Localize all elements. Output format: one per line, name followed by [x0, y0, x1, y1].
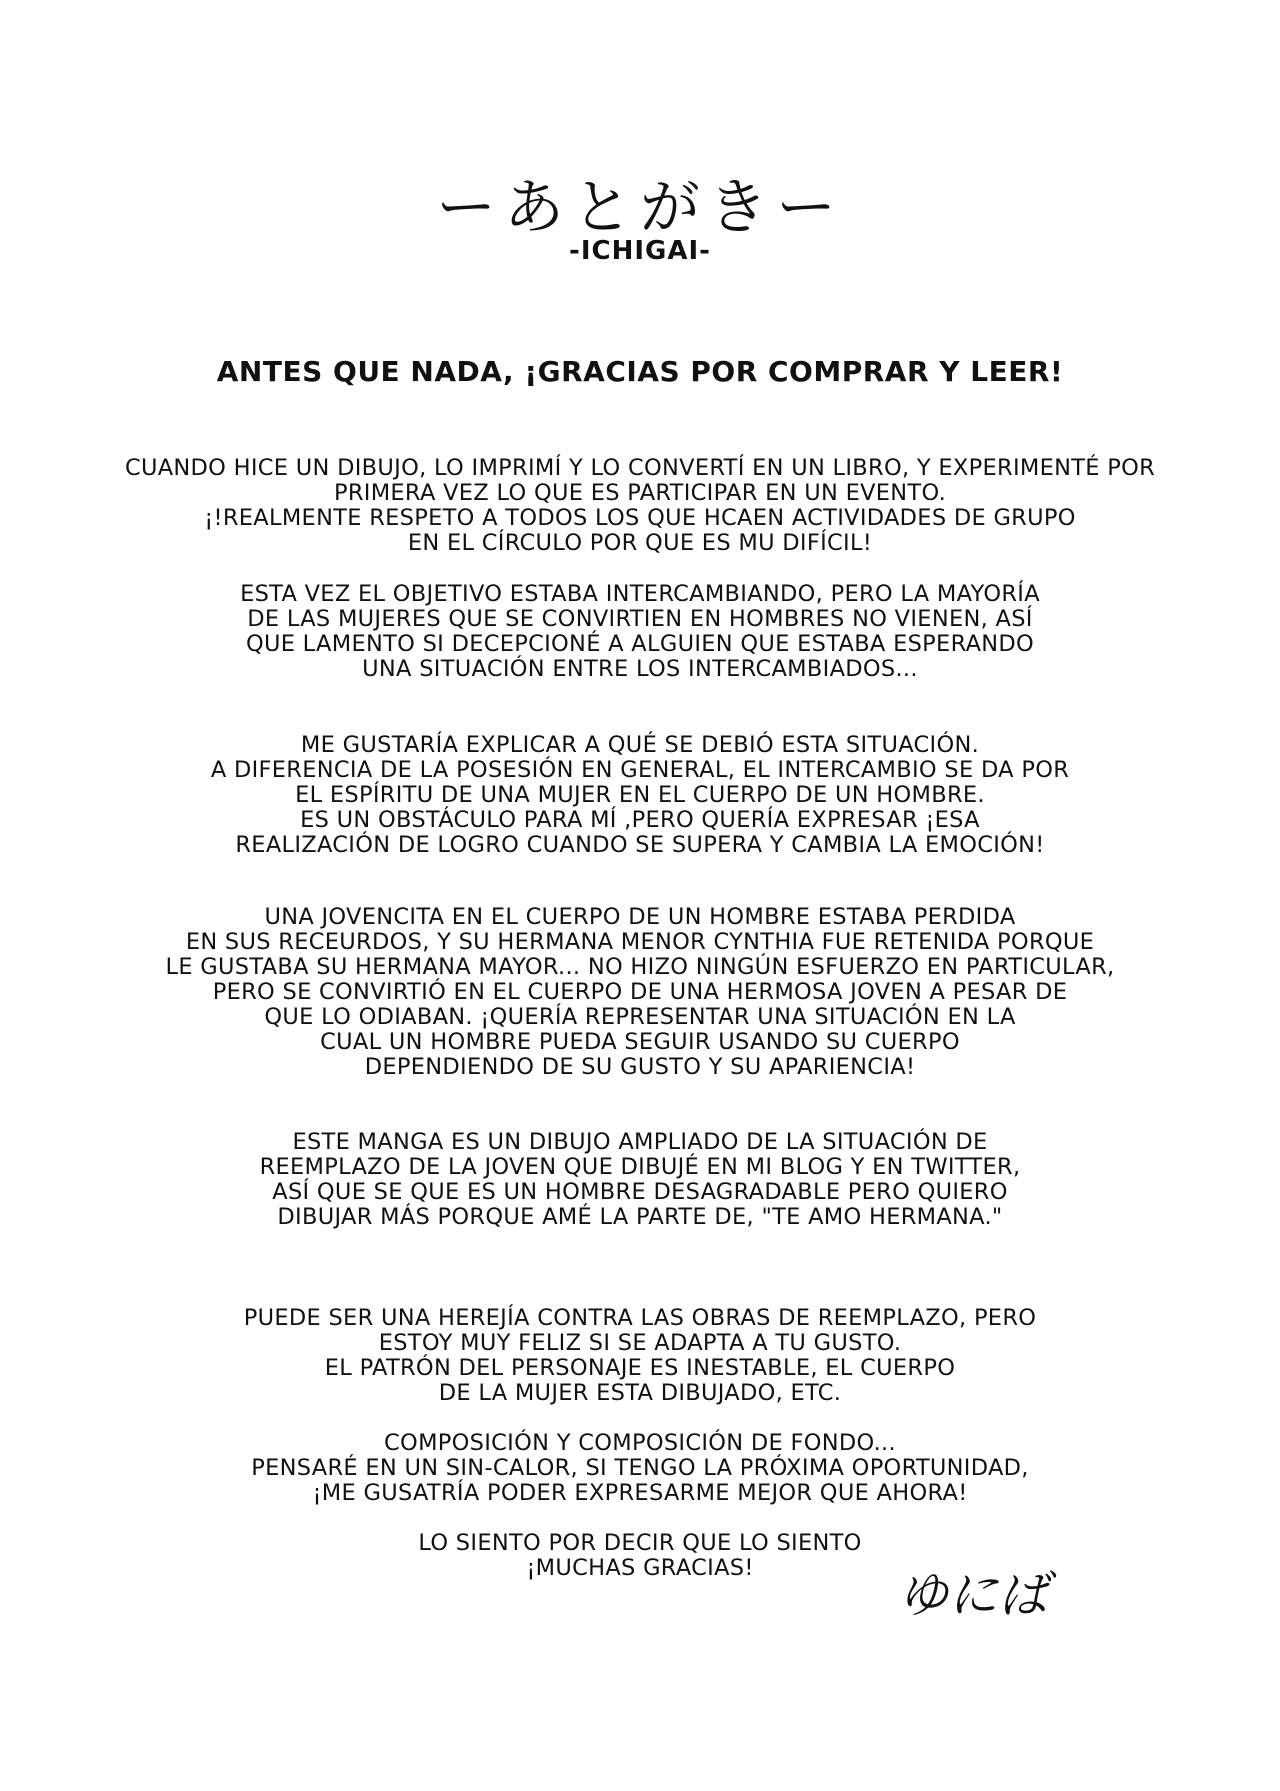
paragraph-line: LO SIENTO POR DECIR QUE LO SIENTO — [418, 1530, 862, 1556]
paragraph-line: EL ESPÍRITU DE UNA MUJER EN EL CUERPO DE UN HOMBRE. — [295, 782, 985, 808]
paragraph-line: PUEDE SER UNA HEREJÍA CONTRA LAS OBRAS DE REEMPLAZO, PERO — [243, 1305, 1037, 1331]
paragraph-line: REALIZACIÓN DE LOGRO CUANDO SE SUPERA Y CAMBIA LA EMOCIÓN! — [235, 832, 1045, 858]
paragraph — [60, 1431, 1220, 1506]
paragraph — [60, 1306, 1220, 1406]
paragraph-line: PERO SE CONVIRTIÓ EN EL CUERPO DE UNA HERMOSA JOVEN A PESAR DE — [212, 979, 1068, 1005]
paragraph-line: A DIFERENCIA DE LA POSESIÓN EN GENERAL, EL INTERCAMBIO SE DA POR — [210, 757, 1070, 783]
paragraph-line: ¡ME GUSATRÍA PODER EXPRESARME MEJOR QUE AHORA! — [312, 1480, 968, 1506]
paragraph-line: ESTOY MUY FELIZ SI SE ADAPTA A TU GUSTO. — [378, 1330, 902, 1356]
paragraph-line: DIBUJAR MÁS PORQUE AMÉ LA PARTE DE, "TE AMO HERMANA." — [277, 1204, 1003, 1230]
paragraph-line: EN EL CÍRCULO POR QUE ES MU DIFÍCIL! — [407, 530, 873, 556]
paragraph-line: LE GUSTABA SU HERMANA MAYOR... NO HIZO NINGÚN ESFUERZO EN PARTICULAR, — [165, 954, 1115, 980]
paragraph — [60, 1130, 1220, 1230]
paragraph-line: ESTE MANGA ES UN DIBUJO AMPLIADO DE LA SITUACIÓN DE — [292, 1129, 988, 1155]
paragraph-line: CUAL UN HOMBRE PUEDA SEGUIR USANDO SU CUERPO — [320, 1029, 960, 1055]
paragraph-line: EL PATRÓN DEL PERSONAJE ES INESTABLE, EL CUERPO — [324, 1355, 956, 1381]
paragraph-line: EN SUS RECEURDOS, Y SU HERMANA MENOR CYNTHIA FUE RETENIDA PORQUE — [185, 929, 1095, 955]
paragraph-line: DEPENDIENDO DE SU GUSTO Y SU APARIENCIA! — [364, 1054, 916, 1080]
paragraph-line: REEMPLAZO DE LA JOVEN QUE DIBUJÉ EN MI BLOG Y EN TWITTER, — [259, 1154, 1021, 1180]
paragraph — [60, 456, 1220, 556]
paragraph-line: ¡MUCHAS GRACIAS! — [526, 1555, 754, 1581]
paragraph-line: UNA SITUACIÓN ENTRE LOS INTERCAMBIADOS... — [362, 656, 918, 682]
author-name: -ICHIGAI- — [569, 236, 711, 266]
paragraph-line: UNA JOVENCITA EN EL CUERPO DE UN HOMBRE ESTABA PERDIDA — [264, 904, 1016, 930]
paragraph-line: COMPOSICIÓN Y COMPOSICIÓN DE FONDO... — [384, 1430, 896, 1456]
greeting-line: ANTES QUE NADA, ¡GRACIAS POR COMPRAR Y LEER! — [216, 355, 1064, 388]
paragraph — [60, 582, 1220, 682]
paragraph-line: PENSARÉ EN UN SIN-CALOR, SI TENGO LA PRÓXIMA OPORTUNIDAD, — [251, 1455, 1029, 1481]
paragraph-line: DE LAS MUJERES QUE SE CONVIRTIEN EN HOMBRES NO VIENEN, ASÍ — [247, 606, 1033, 632]
paragraph — [60, 733, 1220, 858]
author-signature: ゆにば — [898, 1566, 1048, 1624]
paragraph-line: DE LA MUJER ESTA DIBUJADO, ETC. — [438, 1380, 842, 1406]
paragraph-line: ES UN OBSTÁCULO PARA MÍ ,PERO QUERÍA EXPRESAR ¡ESA — [300, 807, 980, 833]
paragraph-line: ESTA VEZ EL OBJETIVO ESTABA INTERCAMBIANDO, PERO LA MAYORÍA — [240, 581, 1040, 607]
paragraph-line: ¡!REALMENTE RESPETO A TODOS LOS QUE HCAEN ACTIVIDADES DE GRUPO — [204, 505, 1076, 531]
paragraph-line: PRIMERA VEZ LO QUE ES PARTICIPAR EN UN EVENTO. — [333, 480, 947, 506]
paragraph-line: ME GUSTARÍA EXPLICAR A QUÉ SE DEBIÓ ESTA SITUACIÓN. — [300, 732, 980, 758]
paragraph-line: QUE LO ODIABAN. ¡QUERÍA REPRESENTAR UNA SITUACIÓN EN LA — [264, 1004, 1016, 1030]
paragraph — [60, 905, 1220, 1080]
paragraph-line: QUE LAMENTO SI DECEPCIONÉ A ALGUIEN QUE ESTABA ESPERANDO — [245, 631, 1035, 657]
paragraph-line: CUANDO HICE UN DIBUJO, LO IMPRIMÍ Y LO CONVERTÍ EN UN LIBRO, Y EXPERIMENTÉ POR — [124, 455, 1156, 481]
afterword-title: ーあとがきー — [436, 173, 844, 243]
paragraph-line: ASÍ QUE SE QUE ES UN HOMBRE DESAGRADABLE PERO QUIERO — [272, 1179, 1008, 1205]
